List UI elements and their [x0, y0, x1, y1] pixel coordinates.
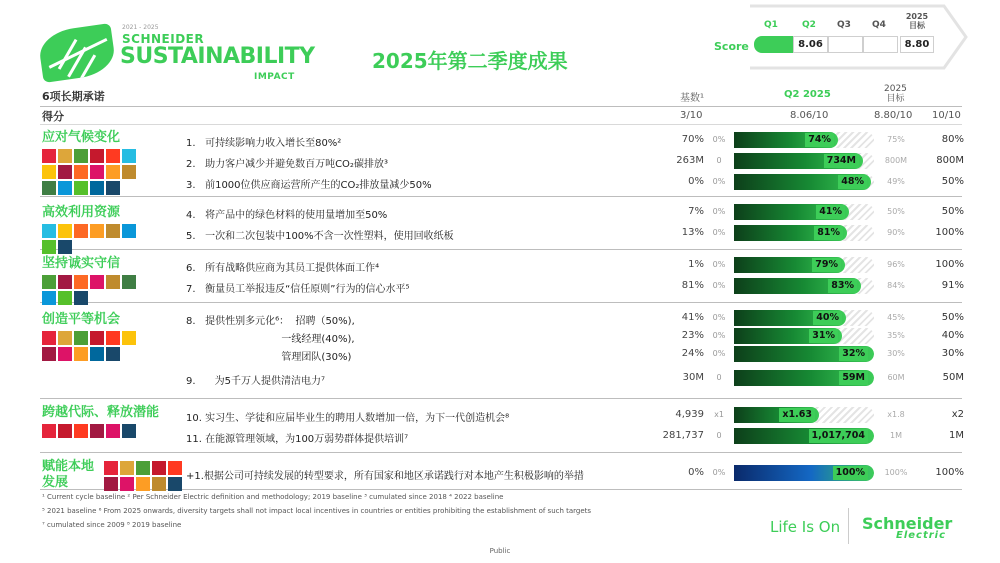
progress-bar-label: x1.63: [779, 408, 815, 422]
baseline-value: 281,737: [662, 430, 704, 441]
sdg-icon: [74, 149, 88, 163]
score-label: Score: [714, 40, 749, 53]
sdg-icon: [106, 347, 120, 361]
sdg-icon: [58, 347, 72, 361]
progress-bar-label: 41%: [816, 205, 845, 219]
divider: [40, 398, 962, 399]
sdg-icon: [152, 461, 166, 475]
sdg-icon: [74, 181, 88, 195]
target-2025-value: 1M: [890, 431, 902, 440]
sdg-icon: [90, 224, 104, 238]
score-target-cell: 8.80: [900, 36, 934, 53]
commitment-label: 10. 实习生、学徒和应届毕业生的聘用人数增加一倍，为下一代创造机会⁸: [186, 413, 510, 424]
goal-value: 100%: [935, 227, 964, 238]
baseline-value: 0%: [688, 176, 704, 187]
score-q4-cell: [863, 36, 898, 53]
bar-start-value: 0: [716, 431, 722, 440]
score-q1-head: Q1: [764, 20, 778, 30]
goal-value: 80%: [941, 134, 964, 145]
goal-value: 50%: [941, 206, 964, 217]
progress-bar-label: 31%: [809, 329, 838, 343]
sdg-icon: [106, 224, 120, 238]
logo-wordmark: SUSTAINABILITY: [120, 44, 315, 69]
score-row-goal: 10/10: [932, 110, 961, 121]
baseline-heading: 基数¹: [680, 93, 705, 104]
bar-start-value: 0%: [712, 468, 726, 477]
divider: [40, 302, 962, 303]
progress-bar-label: 40%: [813, 311, 842, 325]
divider: [40, 196, 962, 197]
goal-value: 100%: [935, 259, 964, 270]
goal-value: 100%: [935, 467, 964, 478]
sdg-icon: [120, 461, 134, 475]
sdg-icon: [42, 240, 56, 254]
sdg-icon: [74, 347, 88, 361]
sdg-icon: [58, 291, 72, 305]
baseline-value: 81%: [681, 280, 704, 291]
progress-bar: [734, 153, 874, 169]
sdg-icon: [90, 347, 104, 361]
divider: [40, 124, 962, 125]
sdg-icon: [122, 424, 136, 438]
progress-bar-label: 734M: [824, 154, 859, 168]
section-title-generations: 跨越代际、释放潜能: [42, 405, 160, 420]
goal-value: x2: [951, 409, 964, 420]
score-q2-cell: 8.06: [793, 36, 828, 53]
sdg-icon: [42, 181, 56, 195]
target-2025-value: 100%: [884, 468, 908, 477]
sdg-icon: [58, 424, 72, 438]
life-is-on-tagline: Life Is On: [770, 518, 841, 536]
score-q3-cell: [828, 36, 863, 53]
sdg-icon: [74, 275, 88, 289]
sdg-icon: [58, 165, 72, 179]
score-q3-head: Q3: [837, 20, 851, 30]
divider: [848, 508, 849, 544]
commitment-label: 4. 将产品中的绿色材料的使用量增加至50%: [186, 210, 388, 221]
sdg-icon: [74, 424, 88, 438]
target-heading: 2025 目标: [884, 84, 907, 104]
progress-bar: [734, 204, 874, 220]
sdg-icon: [58, 181, 72, 195]
sdg-icons-resources: [42, 224, 136, 254]
commitment-label: +1.根据公司可持续发展的转型要求，所有国家和地区承诺践行对本地产生积极影响的举措: [186, 471, 584, 482]
section-title-local: 赋能本地 发展: [42, 459, 95, 490]
commitment-label: 11. 在能源管理领域，为100万弱势群体提供培训⁷: [186, 434, 409, 445]
progress-bar-label: 100%: [833, 466, 868, 480]
leaf-logo-icon: [37, 23, 117, 83]
target-2025-value: 30%: [887, 349, 905, 358]
commitments-heading: 6项长期承诺: [42, 90, 105, 103]
sdg-icon: [106, 181, 120, 195]
commitment-label: 一线经理(40%),: [186, 334, 355, 345]
progress-bar-label: 74%: [805, 133, 834, 147]
bar-start-value: 0%: [712, 228, 726, 237]
sdg-icons-local: [104, 461, 182, 491]
bar-start-value: 0: [716, 156, 722, 165]
sdg-icon: [74, 165, 88, 179]
goal-value: 50%: [941, 312, 964, 323]
target-2025-value: 84%: [887, 281, 905, 290]
bar-start-value: 0%: [712, 207, 726, 216]
sdg-icon: [90, 181, 104, 195]
score-row-label: 得分: [42, 110, 64, 123]
sdg-icon: [42, 224, 56, 238]
sdg-icon: [58, 275, 72, 289]
commitment-label: 1. 可持续影响力收入增长至80%²: [186, 138, 342, 149]
target-2025-value: x1.8: [887, 410, 905, 419]
section-title-resources: 高效利用资源: [42, 205, 121, 220]
progress-bar-label: 59M: [839, 371, 868, 385]
sdg-icon: [42, 149, 56, 163]
score-row-target: 8.80/10: [874, 110, 913, 121]
divider: [40, 249, 962, 250]
commitment-label: 2. 助力客户减少并避免数百万吨CO₂碳排放³: [186, 159, 388, 170]
sdg-icon: [74, 331, 88, 345]
sdg-icon: [122, 331, 136, 345]
commitment-label: 9. 为5千万人提供清洁电力⁷: [186, 376, 325, 387]
sdg-icon: [122, 165, 136, 179]
progress-bar-label: 48%: [838, 175, 867, 189]
schneider-logo-bottom: Electric: [896, 530, 947, 541]
sdg-icon: [168, 477, 182, 491]
baseline-value: 41%: [681, 312, 704, 323]
sdg-icon: [58, 224, 72, 238]
sdg-icon: [152, 477, 166, 491]
sdg-icon: [106, 149, 120, 163]
commitment-label: 6. 所有战略供应商为其员工提供体面工作⁴: [186, 263, 380, 274]
logo-impact: IMPACT: [254, 72, 295, 82]
bar-start-value: 0%: [712, 281, 726, 290]
bar-start-value: 0%: [712, 260, 726, 269]
bar-start-value: 0%: [712, 349, 726, 358]
section-title-climate: 应对气候变化: [42, 130, 121, 145]
target-2025-value: 800M: [884, 156, 908, 165]
classification-label: Public: [489, 547, 511, 555]
target-2025-value: 90%: [887, 228, 905, 237]
sdg-icon: [106, 424, 120, 438]
sdg-icon: [136, 461, 150, 475]
divider: [40, 452, 962, 453]
baseline-value: 4,939: [675, 409, 704, 420]
sdg-icon: [58, 240, 72, 254]
schneider-logo-top: Schneider: [862, 514, 953, 533]
sdg-icon: [106, 165, 120, 179]
section-title-trust: 坚持诚实守信: [42, 256, 121, 271]
sdg-icon: [58, 331, 72, 345]
baseline-value: 13%: [681, 227, 704, 238]
sdg-icon: [104, 461, 118, 475]
sdg-icon: [42, 275, 56, 289]
baseline-value: 23%: [681, 330, 704, 341]
baseline-value: 263M: [676, 155, 704, 166]
logo-years: 2021 - 2025: [122, 24, 159, 31]
sdg-icon: [90, 165, 104, 179]
sdg-icon: [90, 275, 104, 289]
progress-bar: [734, 278, 874, 294]
logo-brand: SCHNEIDER: [122, 32, 205, 46]
q2-heading: Q2 2025: [784, 89, 831, 100]
sdg-icon: [42, 424, 56, 438]
bar-start-value: 0%: [712, 135, 726, 144]
progress-bar: [734, 370, 874, 386]
goal-value: 91%: [941, 280, 964, 291]
baseline-value: 24%: [681, 348, 704, 359]
target-2025-value: 60M: [887, 373, 905, 382]
score-row-q2: 8.06/10: [790, 110, 829, 121]
commitment-label: 3. 前1000位供应商运营所产生的CO₂排放量减少50%: [186, 180, 432, 191]
bar-start-value: x1: [714, 410, 724, 419]
bar-start-value: 0%: [712, 313, 726, 322]
progress-bar: [734, 257, 874, 273]
page-title: 2025年第二季度成果: [372, 49, 568, 73]
score-target-head: 2025 目标: [905, 12, 929, 30]
baseline-value: 30M: [682, 372, 704, 383]
sdg-icon: [74, 291, 88, 305]
progress-bar: [734, 428, 874, 444]
progress-bar-label: 81%: [814, 226, 843, 240]
sdg-icon: [106, 331, 120, 345]
target-2025-value: 49%: [887, 177, 905, 186]
sdg-icon: [122, 224, 136, 238]
target-2025-value: 50%: [887, 207, 905, 216]
progress-bar-label: 83%: [828, 279, 857, 293]
sdg-icon: [90, 149, 104, 163]
commitment-label: 管理团队(30%): [186, 352, 352, 363]
goal-value: 50M: [942, 372, 964, 383]
sdg-icon: [168, 461, 182, 475]
baseline-value: 70%: [681, 134, 704, 145]
section-title-equal: 创造平等机会: [42, 312, 121, 327]
baseline-value: 7%: [688, 206, 704, 217]
score-q2-head: Q2: [802, 20, 816, 30]
progress-bar: [734, 328, 874, 344]
sdg-icons-trust: [42, 275, 136, 305]
progress-bar: [734, 310, 874, 326]
baseline-value: 0%: [688, 467, 704, 478]
progress-bar-label: 32%: [839, 347, 868, 361]
sdg-icon: [74, 224, 88, 238]
commitment-label: 8. 提供性别多元化⁶： 招聘（50%),: [186, 316, 355, 327]
sdg-icon: [58, 149, 72, 163]
sdg-icon: [42, 165, 56, 179]
score-q1-cell: [754, 36, 794, 53]
sdg-icons-equal: [42, 331, 136, 361]
sdg-icons-climate: [42, 149, 136, 195]
bar-start-value: 0%: [712, 331, 726, 340]
progress-bar: [734, 174, 874, 190]
progress-bar: [734, 346, 874, 362]
bar-start-value: 0%: [712, 177, 726, 186]
footnote-line-3: ⁷ cumulated since 2009 ⁸ 2019 baseline: [42, 521, 182, 529]
sdg-icon: [120, 477, 134, 491]
target-2025-value: 45%: [887, 313, 905, 322]
footnote-line-1: ¹ Current cycle baseline ² Per Schneider Electric definition and methodology; 2019 baseline ³ cumulated since 2018 ⁴ 2022 baseline: [42, 493, 504, 501]
target-2025-value: 75%: [887, 135, 905, 144]
sdg-icon: [104, 477, 118, 491]
sdg-icon: [106, 275, 120, 289]
sdg-icon: [42, 347, 56, 361]
bar-start-value: 0: [716, 373, 722, 382]
sdg-icon: [136, 477, 150, 491]
progress-bar-label: 1,017,704: [809, 429, 869, 443]
sdg-icons-generations: [42, 424, 136, 438]
baseline-value: 1%: [688, 259, 704, 270]
goal-value: 800M: [936, 155, 964, 166]
sdg-icon: [122, 275, 136, 289]
progress-bar: [734, 465, 874, 481]
progress-bar: [734, 225, 874, 241]
progress-bar: [734, 407, 874, 423]
commitment-label: 5. 一次和二次包装中100%不含一次性塑料，使用回收纸板: [186, 231, 454, 242]
target-2025-value: 96%: [887, 260, 905, 269]
score-row-base: 3/10: [680, 110, 703, 121]
sdg-icon: [90, 424, 104, 438]
goal-value: 30%: [941, 348, 964, 359]
progress-bar: [734, 132, 874, 148]
sdg-icon: [42, 291, 56, 305]
target-2025-value: 35%: [887, 331, 905, 340]
sdg-icon: [122, 149, 136, 163]
goal-value: 1M: [949, 430, 964, 441]
goal-value: 50%: [941, 176, 964, 187]
commitment-label: 7. 衡量员工举报违反“信任原则”行为的信心水平⁵: [186, 284, 410, 295]
sdg-icon: [90, 331, 104, 345]
footnote-line-2: ⁵ 2021 baseline ⁶ From 2025 onwards, diversity targets shall not impact local incentives in countries or entities prohibiting the establishment of such targets: [42, 507, 592, 515]
divider: [40, 106, 962, 107]
sdg-icon: [42, 331, 56, 345]
progress-bar-label: 79%: [812, 258, 841, 272]
score-q4-head: Q4: [872, 20, 886, 30]
goal-value: 40%: [941, 330, 964, 341]
